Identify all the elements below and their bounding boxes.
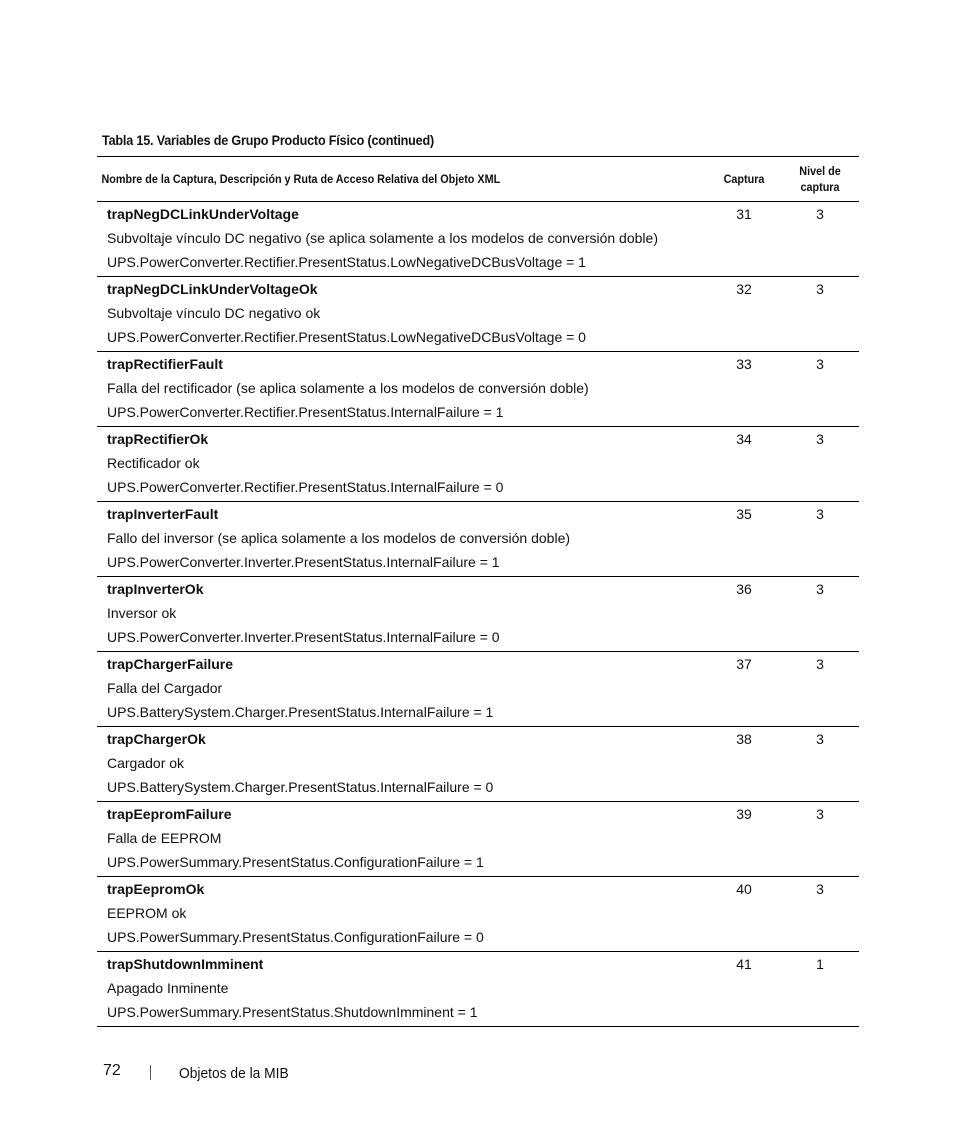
trap-xml-path: UPS.PowerConverter.Inverter.PresentStatus.InternalFailure = 0 xyxy=(107,629,500,645)
trap-capture-number: 31 xyxy=(736,206,752,222)
trap-level: 3 xyxy=(816,656,824,672)
trap-name: trapEepromFailure xyxy=(107,806,232,822)
trap-level: 3 xyxy=(816,431,824,447)
header-level-line2: captura xyxy=(800,180,840,194)
trap-name: trapEepromOk xyxy=(107,881,205,897)
table-header xyxy=(97,156,859,202)
chapter-title: Objetos de la MIB xyxy=(179,1065,289,1082)
header-level-line1: Nivel de xyxy=(799,164,841,178)
table-caption: Tabla 15. Variables de Grupo Producto Físico (continued) xyxy=(102,132,435,148)
trap-xml-path: UPS.BatterySystem.Charger.PresentStatus.InternalFailure = 1 xyxy=(107,704,494,720)
trap-name: trapInverterFault xyxy=(107,506,219,522)
trap-capture-number: 32 xyxy=(736,281,752,297)
trap-level: 1 xyxy=(816,956,824,972)
trap-xml-path: UPS.BatterySystem.Charger.PresentStatus.InternalFailure = 0 xyxy=(107,779,494,795)
trap-xml-path: UPS.PowerConverter.Rectifier.PresentStatus.LowNegativeDCBusVoltage = 0 xyxy=(107,329,586,345)
trap-xml-path: UPS.PowerSummary.PresentStatus.ConfigurationFailure = 0 xyxy=(107,929,484,945)
trap-xml-path: UPS.PowerSummary.PresentStatus.ConfigurationFailure = 1 xyxy=(107,854,484,870)
trap-level: 3 xyxy=(816,281,824,297)
table-body xyxy=(97,202,859,1027)
trap-name: trapChargerFailure xyxy=(107,656,234,672)
trap-description: Subvoltaje vínculo DC negativo ok xyxy=(107,305,321,321)
trap-description: Falla del rectificador (se aplica solamente a los modelos de conversión doble) xyxy=(107,380,589,396)
trap-level: 3 xyxy=(816,206,824,222)
table-row xyxy=(97,727,859,802)
trap-description: Apagado Inminente xyxy=(107,980,229,996)
trap-name: trapRectifierOk xyxy=(107,431,209,447)
trap-capture-number: 41 xyxy=(736,956,752,972)
trap-capture-number: 40 xyxy=(736,881,752,897)
trap-level: 3 xyxy=(816,806,824,822)
header-name: Nombre de la Captura, Descripción y Ruta de Acceso Relativa del Objeto XML xyxy=(101,172,501,186)
trap-level: 3 xyxy=(816,881,824,897)
trap-level: 3 xyxy=(816,581,824,597)
trap-capture-number: 39 xyxy=(736,806,752,822)
trap-capture-number: 35 xyxy=(736,506,752,522)
trap-xml-path: UPS.PowerSummary.PresentStatus.ShutdownImminent = 1 xyxy=(107,1004,478,1020)
trap-level: 3 xyxy=(816,506,824,522)
trap-description: Falla de EEPROM xyxy=(107,830,222,846)
trap-name: trapInverterOk xyxy=(107,581,204,597)
trap-name: trapShutdownImminent xyxy=(107,956,264,972)
table-row xyxy=(97,427,859,502)
trap-name: trapRectifierFault xyxy=(107,356,223,372)
trap-description: Rectificador ok xyxy=(107,455,200,471)
table-row xyxy=(97,652,859,727)
trap-description: EEPROM ok xyxy=(107,905,187,921)
trap-level: 3 xyxy=(816,356,824,372)
table-row xyxy=(97,577,859,652)
page-number: 72 xyxy=(103,1062,121,1079)
trap-name: trapChargerOk xyxy=(107,731,206,747)
table-row xyxy=(97,802,859,877)
trap-description: Cargador ok xyxy=(107,755,185,771)
trap-capture-number: 34 xyxy=(736,431,752,447)
table-row xyxy=(97,502,859,577)
trap-xml-path: UPS.PowerConverter.Inverter.PresentStatus.InternalFailure = 1 xyxy=(107,554,500,570)
trap-level: 3 xyxy=(816,731,824,747)
trap-xml-path: UPS.PowerConverter.Rectifier.PresentStatus.InternalFailure = 0 xyxy=(107,479,504,495)
trap-capture-number: 38 xyxy=(736,731,752,747)
trap-xml-path: UPS.PowerConverter.Rectifier.PresentStatus.LowNegativeDCBusVoltage = 1 xyxy=(107,254,586,270)
header-level xyxy=(790,163,849,195)
trap-name: trapNegDCLinkUnderVoltage xyxy=(107,206,299,222)
trap-capture-number: 33 xyxy=(736,356,752,372)
footer-separator xyxy=(150,1065,151,1080)
trap-description: Falla del Cargador xyxy=(107,680,223,696)
trap-name: trapNegDCLinkUnderVoltageOk xyxy=(107,281,318,297)
table-row xyxy=(97,877,859,952)
table-row xyxy=(97,202,859,277)
table-row xyxy=(97,952,859,1027)
header-capture: Captura xyxy=(723,172,765,186)
trap-description: Subvoltaje vínculo DC negativo (se aplica solamente a los modelos de conversión doble) xyxy=(107,230,658,246)
trap-capture-number: 37 xyxy=(736,656,752,672)
table-row xyxy=(97,277,859,352)
trap-description: Fallo del inversor (se aplica solamente a los modelos de conversión doble) xyxy=(107,530,571,546)
trap-capture-number: 36 xyxy=(736,581,752,597)
trap-table xyxy=(97,156,859,1027)
trap-description: Inversor ok xyxy=(107,605,177,621)
table-row xyxy=(97,352,859,427)
trap-xml-path: UPS.PowerConverter.Rectifier.PresentStatus.InternalFailure = 1 xyxy=(107,404,504,420)
